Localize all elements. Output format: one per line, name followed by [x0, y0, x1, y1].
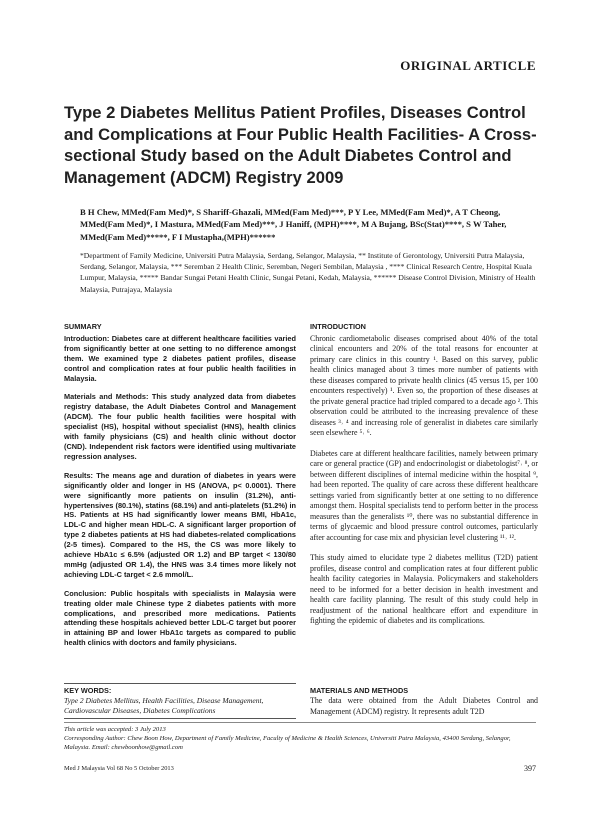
methods-heading: MATERIALS AND METHODS — [310, 686, 409, 695]
introduction-heading: INTRODUCTION — [310, 322, 366, 331]
section-label: ORIGINAL ARTICLE — [400, 58, 536, 73]
introduction-paragraph-3: This study aimed to elucidate type 2 diabetes mellitus (T2D) patient profiles, disease control and complication rates at four different public health facility categories in Malaysia. Policymakers and stakeholders need to be informed for a better decision in health investment and health care facility planning. The result of this study could help in readjustment of the national healthcare effort and expenditure in fighting the epidemic of diabetes and its complications. — [310, 553, 538, 625]
summary-introduction: Introduction: Diabetes care at different healthcare facilities varied from significantly better at one setting to no difference amongst them. We examined type 2 diabetes patient profiles, disease control and complication rates at four public health facilities in Malaysia. — [64, 333, 296, 383]
keywords-text: Type 2 Diabetes Mellitus, Health Facilities, Disease Management, Cardiovascular Diseases, Diabetes Complications — [64, 696, 264, 715]
introduction-paragraph-1: Chronic cardiometabolic diseases comprised about 40% of the total clinical encounters and 20% of the total reasons for encounter at primary care clinics in this country ¹. Based on this survey, public health clinics managed about 3 times more number of patients with these diseases compared to private health clinics (45 versus 15, per 100 encounters respectively) ¹. Even so, the proportion of these diseases at the private general practice had tripled compared to a decade ago ². This observation could be attributed to the increasing prevalence of these diseases ³˒ ⁴ and increasing role of generalist in diabetes care similarly seen elsewhere ⁵˒ ⁶. — [310, 333, 538, 437]
keywords-heading: KEY WORDS: — [64, 686, 112, 695]
summary-methods: Materials and Methods: This study analyzed data from diabetes registry database, the Adult Diabetes Control and Management (ADCM). The four public health facilities were hospital with specialist (HS), hospital without specialist (HNS), health clinics with family physicians (CS) and health clinic without doctor (CND). Independent risk factors were identified using multivariate regression analyses. — [64, 392, 296, 461]
summary-conclusion: Conclusion: Public hospitals with specialists in Malaysia were treating older male Chinese type 2 diabetes patients with more complications, and prescribed more medications. Patients attending these hospitals achieved better LDL-C target but poorer in attaining BP and lower HbA1c targets as compared to public health clinics with doctors and family physicians. — [64, 588, 296, 648]
summary-results: Results: The means age and duration of diabetes in years were significantly older and longer in HS (ANOVA, p< 0.0001). There were significantly more patients on insulin (31.2%), anti-hypertensives (80.1%), statins (68.1%) and anti-platelets (51.2%) in HS. Patients at HS had significantly lower means BMI, HbA1c, LDL-C and higher mean HDL-C. A significant larger proportion of type 2 diabetes patients at HS had diabetes-related complications (2-5 times). Compared to the HS, the CS was more likely to achieve HbA1c ≤ 6.5% (adjusted OR 1.2) and BP target < 130/80 mmHg (adjusted OR 1.4), the HNS was 3.4 times more likely not achieving LDL-C target < 2.6 mmol/L. — [64, 470, 296, 579]
accepted-date: This article was accepted: 3 July 2013 — [64, 726, 166, 733]
keywords-box — [64, 683, 296, 719]
footnote-divider — [64, 722, 536, 723]
summary-column — [64, 322, 296, 657]
introduction-paragraph-2: Diabetes care at different healthcare facilities, namely between primary care or general practice (GP) and endocrinologist or diabetologist⁷˒ ⁸, or between different disciplines of internal medicine within the hospital ⁹, had been reported. The quality of care across these different healthcare settings varied from significantly better at one setting to no difference amongst them. Hospital specialists tend to perform better in the process measures than the generalists ¹⁰, there was no substantial difference in terms of glycaemic and blood pressure control outcomes, particularly after accounting for case mix and physician level clustering ¹¹˒ ¹². — [310, 448, 538, 542]
introduction-column — [310, 322, 538, 637]
footnote — [64, 725, 536, 752]
summary-heading: SUMMARY — [64, 322, 102, 331]
page-number: 397 — [524, 764, 536, 773]
journal-citation: Med J Malaysia Vol 68 No 5 October 2013 — [64, 765, 174, 772]
article-title: Type 2 Diabetes Mellitus Patient Profiles, Diseases Control and Complications at Four Public Health Facilities- A Cross-sectional Study based on the Adult Diabetes Control and Management (ADCM) Registry 2009 — [64, 103, 537, 187]
corresponding-author: Corresponding Author: Chew Boon How, Department of Family Medicine, Faculty of Medicine & Health Sciences, Universiti Putra Malaysia, 43400 Serdang, Selangor, Malaysia. Email: chewboonhow@gmail.com — [64, 735, 511, 751]
methods-paragraph: The data were obtained from the Adult Diabetes Control and Management (ADCM) registry. It represents adult T2D — [310, 696, 538, 716]
affiliations: *Department of Family Medicine, Universiti Putra Malaysia, Serdang, Selangor, Malaysia, ** Institute of Gerontology, Universiti Putra Malaysia, Serdang, Selangor, Malaysia, *** Seremban 2 Health Clinic, Seremban, Negeri Sembilan, Malaysia , **** Clinical Research Centre, Hospital Kuala Lumpur, Malaysia, ***** Bandar Sungai Petani Health Clinic, Sungai Petani, Kedah, Malaysia, ****** Disease Control Division, Ministry of Health Malaysia, Putrajaya, Malaysia — [80, 251, 536, 294]
author-list: B H Chew, MMed(Fam Med)*, S Shariff-Ghazali, MMed(Fam Med)***, P Y Lee, MMed(Fam Med)*, A T Cheong, MMed(Fam Med)*, I Mastura, MMed(Fam Med)***, J Haniff, (MPH)****, M A Bujang, BSc(Stat)****, S W Taher, MMed(Fam Med)*****, F I Mustapha,(MPH)****** — [80, 207, 507, 242]
